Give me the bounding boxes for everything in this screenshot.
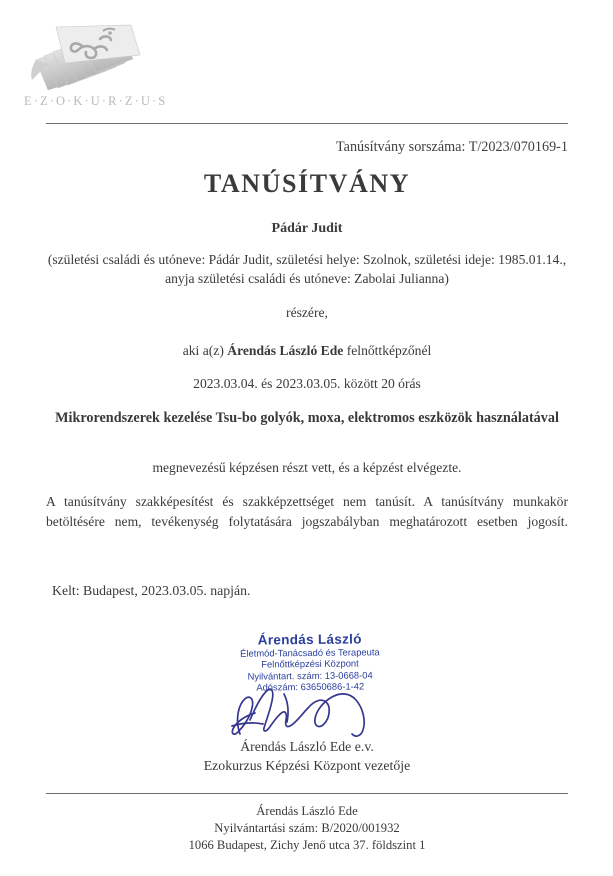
header-divider — [46, 123, 568, 124]
for-whom-text: részére, — [286, 305, 328, 320]
stamp-line-3: Nyilvántart. szám: 13-0668-04 — [247, 669, 373, 682]
signer-block — [46, 737, 568, 775]
stamp-line-2: Felnőttképzési Központ — [261, 657, 359, 670]
signer-name: Árendás László Ede e.v. — [240, 739, 374, 754]
logo-wordmark: E·Z·O·K·U·R·Z·U·S — [24, 94, 168, 108]
training-provider-line — [46, 341, 568, 360]
footer-registration-number: Nyilvántartási szám: B/2020/001932 — [214, 821, 400, 835]
course-title: Mikrorendszerek kezelése Tsu-bo golyók, moxa, elektromos eszközök használatával — [55, 410, 559, 426]
recipient-birth-details: (születési családi és utóneve: Pádár Judit, születési helye: Szolnok, születési ideje: 1985.01.14., anyja születési családi és utóneve: Zabolai Julianna) — [47, 252, 567, 286]
official-stamp — [200, 633, 421, 694]
footer — [46, 803, 568, 854]
fanned-cards-with-om-icon — [30, 22, 162, 92]
provider-line-prefix: aki a(z) — [182, 343, 228, 358]
provider-line-suffix: felnőttképzőnél — [343, 343, 432, 358]
signer-role: Ezokurzus Képzési Központ vezetője — [203, 758, 411, 773]
training-period: 2023.03.04. és 2023.03.05. között 20 órás — [193, 376, 421, 391]
completion-statement: megnevezésű képzésen részt vett, és a képzést elvégezte. — [152, 460, 462, 475]
legal-disclaimer: A tanúsítvány szakképesítést és szakképzettséget nem tanúsít. A tanúsítvány munkakör betöltésére nem, tevékenység folytatására jogszabályban meghatározott esetben jogosít. — [46, 494, 568, 529]
footer-address: 1066 Budapest, Zichy Jenő utca 37. földszint 1 — [188, 838, 426, 852]
stamp-line-1: Életmód-Tanácsadó és Terapeuta — [240, 645, 380, 659]
stamp-line-4: Adószám: 63650686-1-42 — [256, 680, 365, 693]
footer-organization-name: Árendás László Ede — [256, 804, 358, 818]
recipient-name: Pádár Judit — [271, 221, 343, 236]
page-title: TANÚSÍTVÁNY — [203, 169, 411, 198]
certificate-serial-number: Tanúsítvány sorszáma: T/2023/070169-1 — [335, 139, 568, 155]
place-and-date: Kelt: Budapest, 2023.03.05. napján. — [52, 583, 251, 598]
provider-name: Árendás László Ede — [227, 343, 344, 358]
organization-logo — [22, 22, 192, 118]
stamp-name: Árendás László — [257, 631, 362, 648]
footer-divider — [46, 793, 568, 794]
